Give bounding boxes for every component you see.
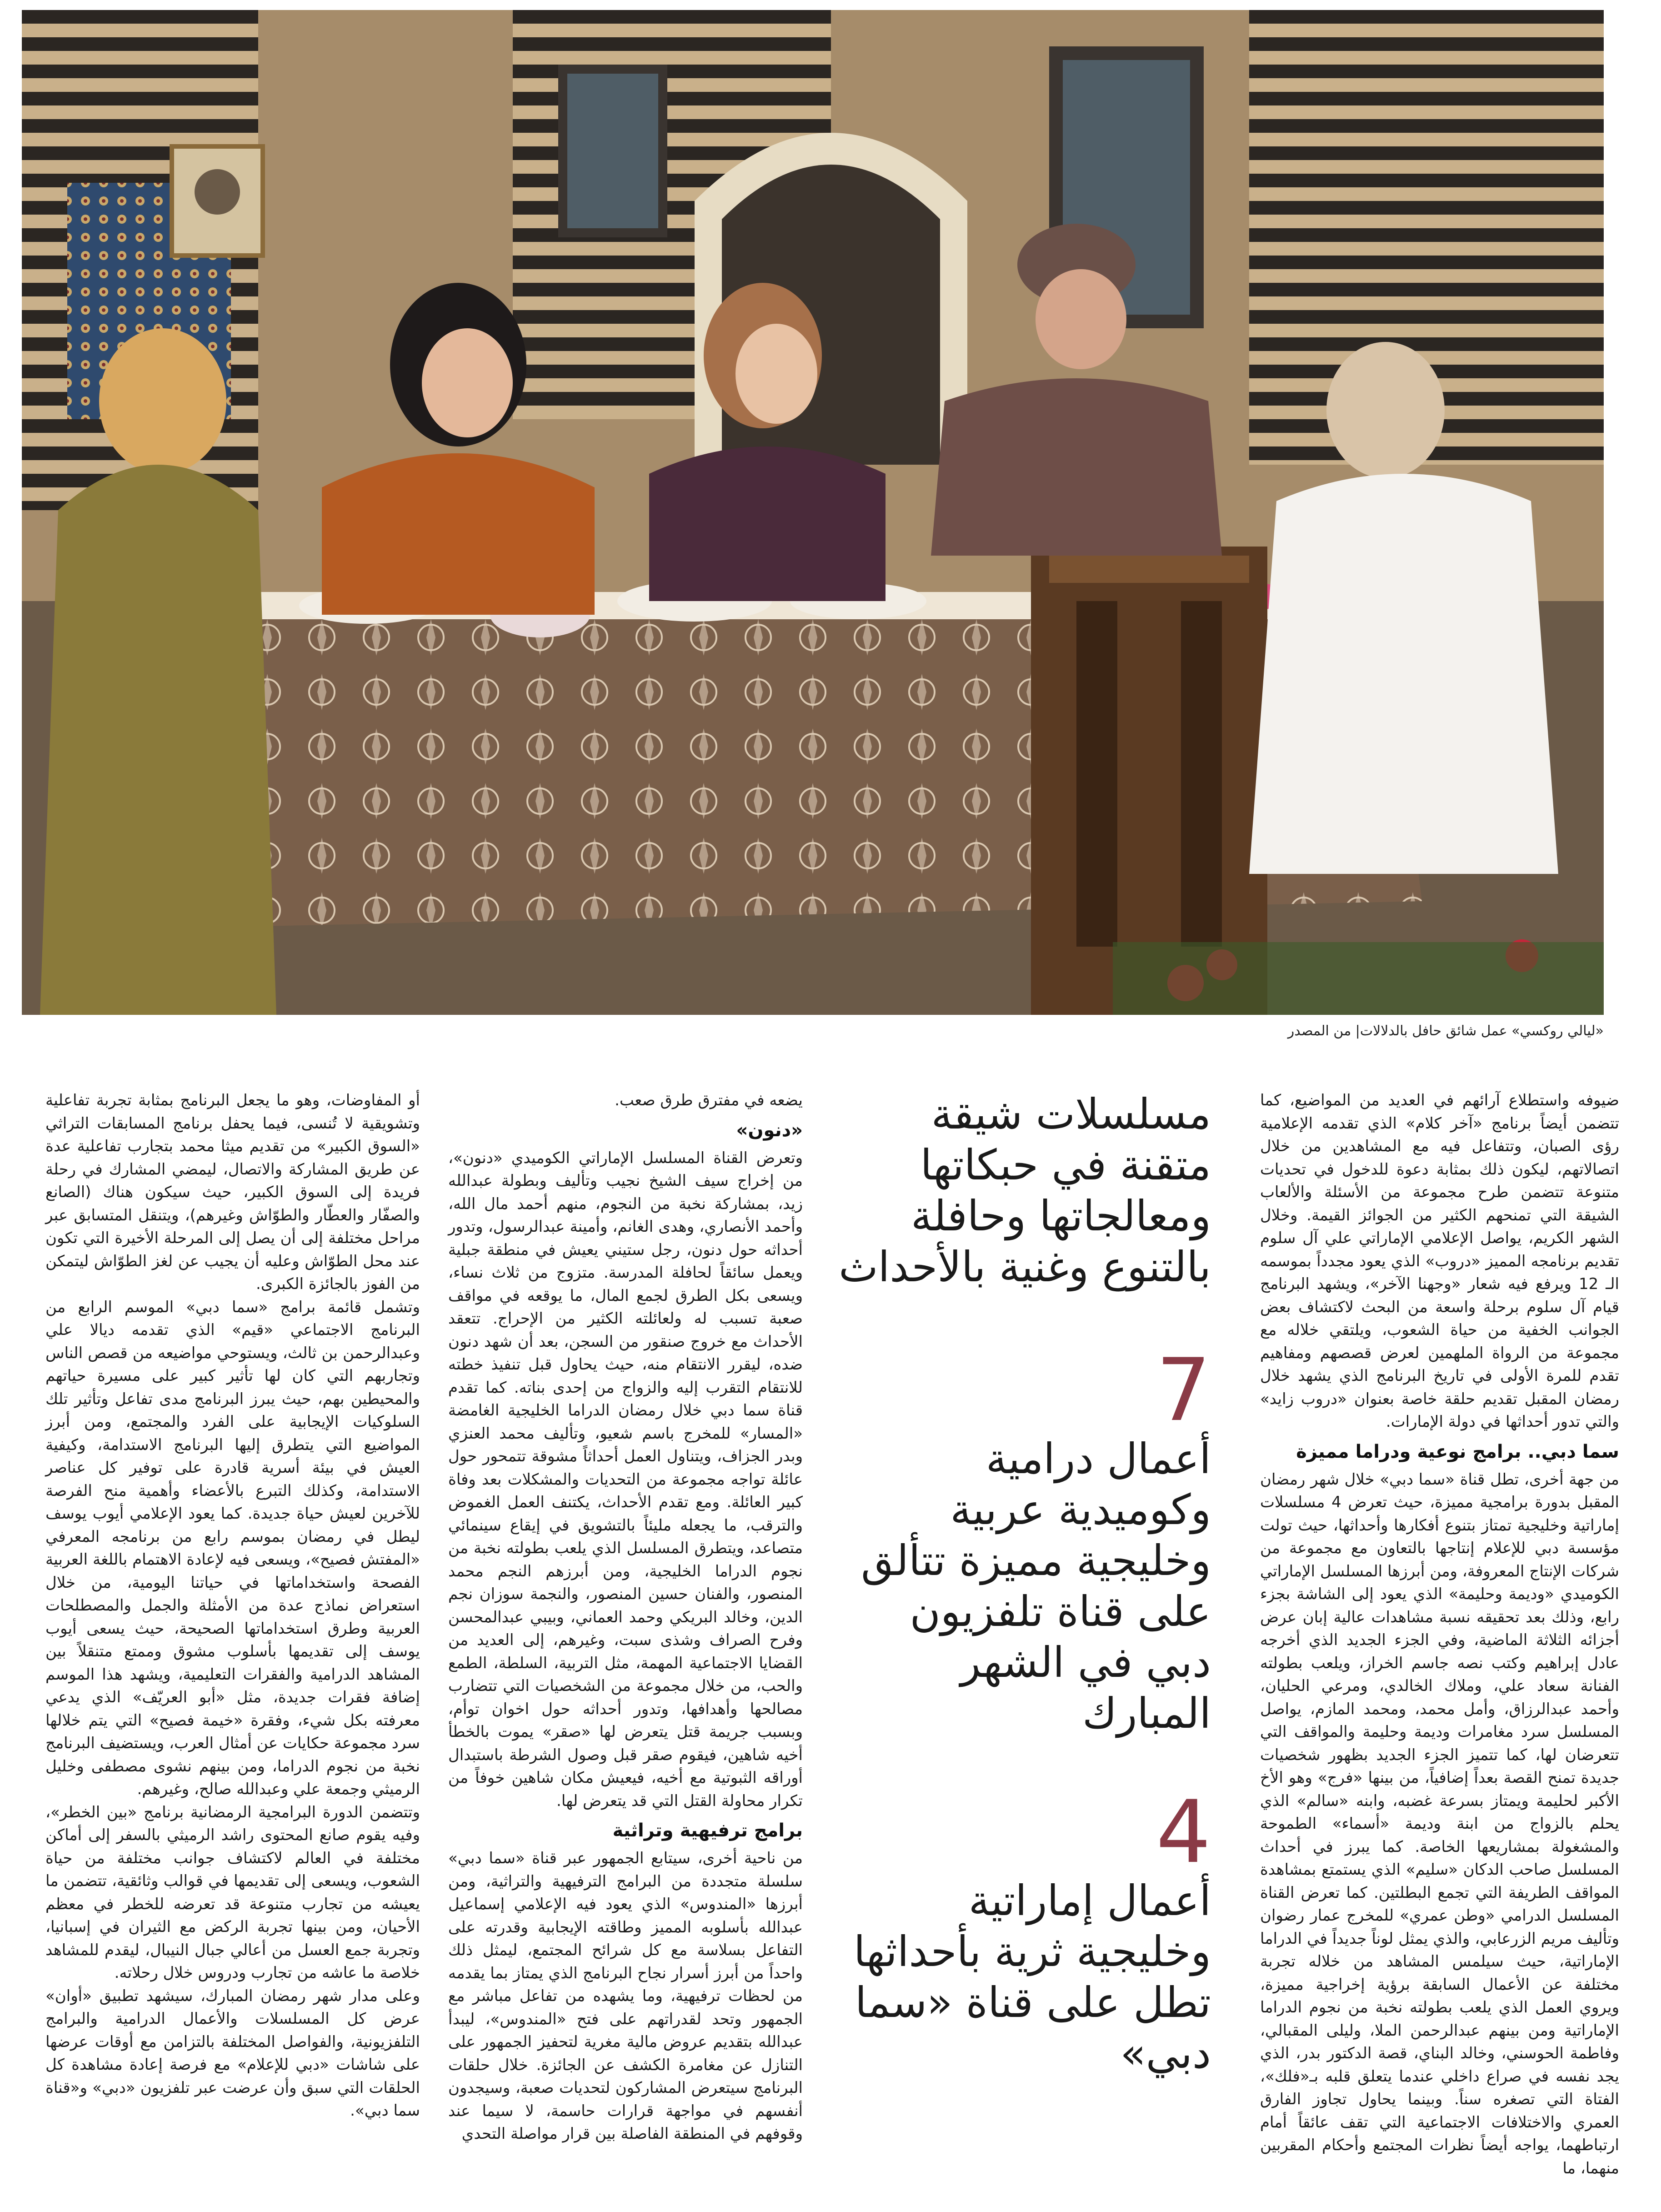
feature-photo: [22, 10, 1604, 1015]
paragraph: وتشمل قائمة برامج «سما دبي» الموسم الرابع من البرنامج الاجتماعي «قيم» الذي تقدمه ديالا علي وعبدالرحمن بن ثالث، ويستوحي مواضيعه من قصص الناس وتجاربهم التي كان لها تأثير كبير على مسيرة حياتهم والمحيطين بهم، حيث يبرز البرنامج مدى تفاعل وتأثير تلك السلوكيات الإيجابية على الفرد والمجتمع، ومن أبرز المواضيع التي يتطرق إليها البرنامج الاستدامة، وكيفية العيش في بيئة أسرية قادرة على توفير كل عناصر الاستدامة، وكذلك التبرع بالأعضاء وأهمية منح الفرصة للآخرين لعيش حياة جديدة. كما يعود الإعلامي أيوب يوسف ليطل في رمضان بموسم رابع من برنامجه المعرفي «المفتش فصيح»، ويسعى فيه لإعادة الاهتمام باللغة العربية الفصحة واستخداماتها في حياتنا اليومية، من خلال استعراض نماذج عدة من الأمثلة والجمل والمصطلحات العربية وطرق استخداماتها الصحيحة، حيث يسعى أيوب يوسف إلى تقديمها بأسلوب مشوق وممتع متنقلاً بين المشاهد الدرامية والفقرات التعليمية، ويشهد هذا الموسم إضافة فقرات جديدة، مثل «أبو العريّف» الذي يدعي معرفته بكل شيء، وفقرة «خيمة فصيح» التي يتم خلالها سرد مجموعة حكايات عن أمثال العرب، ويستضيف البرنامج نخبة من نجوم الدراما، ومن بينهم نشوى مصطفى وخليل الرميثي وجمعة علي وعبدالله صالح، وغيرهم.: [45, 1298, 420, 1798]
stat-number-2: 4: [1156, 1782, 1211, 1882]
highlights-column: [838, 1089, 1211, 2129]
paragraph: وعلى مدار شهر رمضان المبارك، سيشهد تطبيق «أوان» عرض كل المسلسلات والأعمال الدرامية والبرامج التلفزيونية، والفواصل المختلفة بالتزامن مع أوقات عرضها على شاشات «دبي للإعلام» مع فرصة إعادة مشاهدة كل الحلقات التي سبق وأن عرضت عبر تلفزيون «دبي» و«قناة سما دبي».: [45, 1986, 420, 2120]
photo-illustration: [22, 10, 1604, 1015]
section-heading: «دنون»: [736, 1119, 803, 1141]
section-heading: برامج ترفيهية وتراثية: [612, 1820, 803, 1841]
paragraph: من جهة أخرى، تطل قناة «سما دبي» خلال شهر رمضان المقبل بدورة برامجية مميزة، حيث تعرض 4 مسلسلات إماراتية وخليجية تمتاز بتنوع أفكارها وأحداثها، حيث تولت مؤسسة دبي للإعلام إنتاجها بالتعاون مع مجموعة من شركات الإنتاج المعروفة، ومن أبرزها المسلسل الإماراتي الكوميدي «وديمة وحليمة» الذي يعود إلى الشاشة بجزء رابع، وذلك بعد تحقيقه نسبة مشاهدات عالية إبان عرض أجزائه الثلاثة الماضية، وفي الجزء الجديد الذي أخرجه عادل إبراهيم وكتب نصه جاسم الخراز، ويلعب بطولته الفنانة سعاد علي، وملاك الخالدي، ومرعي الحليان، وأحمد عبدالرزاق، وأمل محمد، ومحمد المازم، يواصل المسلسل سرد مغامرات وديمة وحليمة والمواقف التي تتعرضان لها، كما تتميز الجزء الجديد بظهور شخصيات جديدة تمنح القصة بعداً إضافياً، من بينها «فرج» وهو الأخ الأكبر لحليمة ويمتاز بسرعة غضبه، وابنه «سالم» الذي يحلم بالزواج من ابنة وديمة «أسماء» الطموحة والمشغولة بمشاريعها الخاصة. كما يبرز في أحداث المسلسل صاحب الدكان «سليم» الذي يستمتع بمشاهدة المواقف الطريفة التي تجمع البطلتين. كما تعرض القناة المسلسل الدرامي «وطن عمري» للمخرج عمار رضوان وتأليف مريم الزرعابي، والذي يمثل لوناً جديداً في الدراما الإماراتية، حيث سيلمس المشاهد من خلاله تجربة مختلفة عن الأعمال السابقة برؤية إخراجية مميزة، ويروي العمل الذي يلعب بطولته نخبة من نجوم الدراما الإماراتية ومن بينهم عبدالرحمن الملا، وليلى المقبالي، وفاطمة الحوسني، وخالد البناي، قصة الدكتور بدر، الذي يجد نفسه في صراع داخلي عندما يتعلق قلبه بـ«فلك»، الفتاة التي تصغره سناً. وبينما يحاول تجاوز الفارق العمري والاختلافات الاجتماعية التي تقف عائقاً أمام ارتباطهما، يواجه أيضاً نظرات المجتمع وأحكام المقربين منهما، ما: [1260, 1470, 1619, 2177]
stat-number-1: 7: [1156, 1340, 1211, 1440]
paragraph: من ناحية أخرى، سيتابع الجمهور عبر قناة «سما دبي» سلسلة متجددة من البرامج الترفيهية والتراثية، ومن أبرزها «المندوس» الذي يعود فيه الإعلامي إسماعيل عبدالله بأسلوبه المميز وطاقته الإيجابية وقدرته على التفاعل بسلاسة مع كل شرائح المجتمع، ليمثل ذلك واحداً من أبرز أسرار نجاح البرنامج الذي يمتاز بما يقدمه من لحظات ترفيهية، وما يشهده من تفاعل مباشر مع الجمهور وتحد لقدراتهم على فتح «المندوس»، ليبدأ عبدالله بتقديم عروض مالية مغرية لتحفيز الجمهور على التنازل عن مغامرة الكشف عن الجائزة. خلال حلقات البرنامج سيتعرض المشاركون لتحديات صعبة، وسيجدون أنفسهم في مواجهة قرارات حاسمة، لا سيما عند وقوفهم في المنطقة الفاصلة بين قرار مواصلة التحدي: [448, 1849, 803, 2143]
stat-text-1: أعمال درامية وكوميدية عربية وخليجية مميزة تتألق على قناة تلفزيون دبي في الشهر المبارك: [861, 1435, 1211, 1738]
photo-caption: «ليالي روكسي» عمل شائق حافل بالدلالات| من المصدر: [1287, 1023, 1604, 1039]
paragraph: ضيوفه واستطلاع آرائهم في العديد من المواضيع، كما تتضمن أيضاً برنامج «آخر كلام» الذي تقدمه الإعلامية رؤى الصبان، وتتفاعل فيه مع المشاهدين من خلال اتصالاتهم، ليكون ذلك بمثابة دعوة للدخول في تحديات متنوعة تتضمن طرح مجموعة من الأسئلة والألعاب الشيقة التي تمنحهم الكثير من الجوائز القيمة. وخلال الشهر الكريم، يواصل الإعلامي الإماراتي علي آل سلوم تقديم برنامجه المميز «دروب» الذي يعود مجدداً بموسمه الـ 12 ويرفع فيه شعار «وجهنا الآخر»، ويشهد البرنامج قيام آل سلوم برحلة واسعة من البحث لاكتشاف بعض الجوانب الخفية من حياة الشعوب، ويلتقي خلاله مع مجموعة من الرواة الملهمين لعرض قصصهم ومفاهيم تقدم للمرة الأولى في تاريخ البرنامج الذي يشهد خلال رمضان المقبل تقديم حلقة خاصة بعنوان «دروب زايد» والتي تدور أحداثها في دولة الإمارات.: [1260, 1091, 1619, 1431]
section-heading: سما دبي.. برامج نوعية ودراما مميزة: [1296, 1441, 1619, 1462]
stat-text-2: أعمال إماراتية وخليجية ثرية بأحداثها تطل على قناة «سما دبي»: [853, 1876, 1211, 2078]
paragraph: وتعرض القناة المسلسل الإماراتي الكوميدي «دنون»، من إخراج سيف الشيخ نجيب وتأليف وبطولة عبدالله زيد، بمشاركة نخبة من النجوم، منهم أحمد مال الله، وأحمد الأنصاري، وهدى الغانم، وأمينة عبدالرسول، وتدور أحداثه حول دنون، رجل ستيني يعيش في منطقة جبلية ويعمل سائقاً لحافلة المدرسة. متزوج من ثلاث نساء، ويسعى بكل الطرق لجمع المال، ما يوقعه في مواقف صعبة تسبب له ولعائلته الكثير من الإحراج. تتعقد الأحداث مع خروج صنقور من السجن، بعد أن شهد دنون ضده، ليقرر الانتقام منه، حيث يحاول قبل تنفيذ خطته للانتقام التقرب إليه والزواج من إحدى بناته. كما تقدم قناة سما دبي خلال رمضان الدراما الخليجية الغامضة «المسار» للمخرج باسم شعيو، وتأليف محمد العنزي وبدر الجزاف، ويتناول العمل أحداثاً مشوقة تتمحور حول عائلة تواجه مجموعة من التحديات والمشكلات بعد وفاة كبير العائلة. ومع تقدم الأحداث، يكتنف العمل الغموض والترقب، ما يجعله مليئاً بالتشويق في إيقاع سينمائي متصاعد، ويتطرق المسلسل الذي يلعب بطولته نخبة من نجوم الدراما الخليجية، ومن أبرزهم النجم محمد المنصور، والفنان حسين المنصور، والنجمة سوزان نجم الدين، وخالد البريكي وحمد العماني، وبيبي عبدالمحسن وفرح الصراف وشذى سبت، وغيرهم، إلى العديد من القضايا الاجتماعية المهمة، مثل التربية، السلطة، الطمع والحب، من خلال مجموعة من الشخصيات التي تتضارب مصالحها وأهدافها، وتدور أحداثه حول اخوان توأم، وبسبب جريمة قتل يتعرض لها «صقر» يموت بالخطأ أخيه شاهين، فيقوم صقر قبل وصول الشرطة باستبدال أوراقه الثبوتية مع أخيه، فيعيش مكان شاهين خوفاً من تكرار محاولة القتل التي قد يتعرض لها.: [448, 1149, 803, 1810]
paragraph: يضعه في مفترق طرق صعب.: [615, 1091, 803, 1109]
pull-quote-headline: مسلسلات شيقة متقنة في حبكاتها ومعالجاتها وحافلة بالتنوع وغنية بالأحداث: [839, 1090, 1211, 1291]
article-column-1: [1260, 1089, 1619, 2180]
article-column-4: [45, 1089, 420, 2122]
paragraph: وتتضمن الدورة البرامجية الرمضانية برنامج «بين الخطر»، وفيه يقوم صانع المحتوى راشد الرميثي بالسفر إلى أماكن مختلفة في العالم لاكتشاف جوانب مختلفة من حياة الشعوب، ويسعى إلى تقديمها في قوالب وثائقية، تتضمن ما يعيشه من تجارب متنوعة قد تعرضه للخطر في معظم الأحيان، ومن بينها تجربة الركض مع الثيران في إسبانيا، وتجربة جمع العسل من أعالي جبال النيبال، ليقدم للمشاهد خلاصة ما عاشه من تجارب ودروس خلال رحلاته.: [45, 1803, 420, 1982]
article-column-3: [448, 1089, 803, 2146]
paragraph: أو المفاوضات، وهو ما يجعل البرنامج بمثابة تجربة تفاعلية وتشويقية لا تُنسى، فيما يحفل برنامج المسابقات التراثي «السوق الكبير» من تقديم ميثا محمد بتجارب تفاعلية عدة عن طريق المشاركة والاتصال، ليمضي المشارك في رحلة فريدة إلى السوق الكبير، حيث سيكون هناك (الصانع والصفّار والعطّار والطوّاش وغيرهم)، ويتنقل المتسابق عبر مراحل مختلفة إلى أن يصل إلى المرحلة الأخيرة التي تكون عند محل الطوّاش وعليه أن يجيب عن لغز الطوّاش ليتمكن من الفوز بالجائزة الكبرى.: [45, 1091, 420, 1293]
